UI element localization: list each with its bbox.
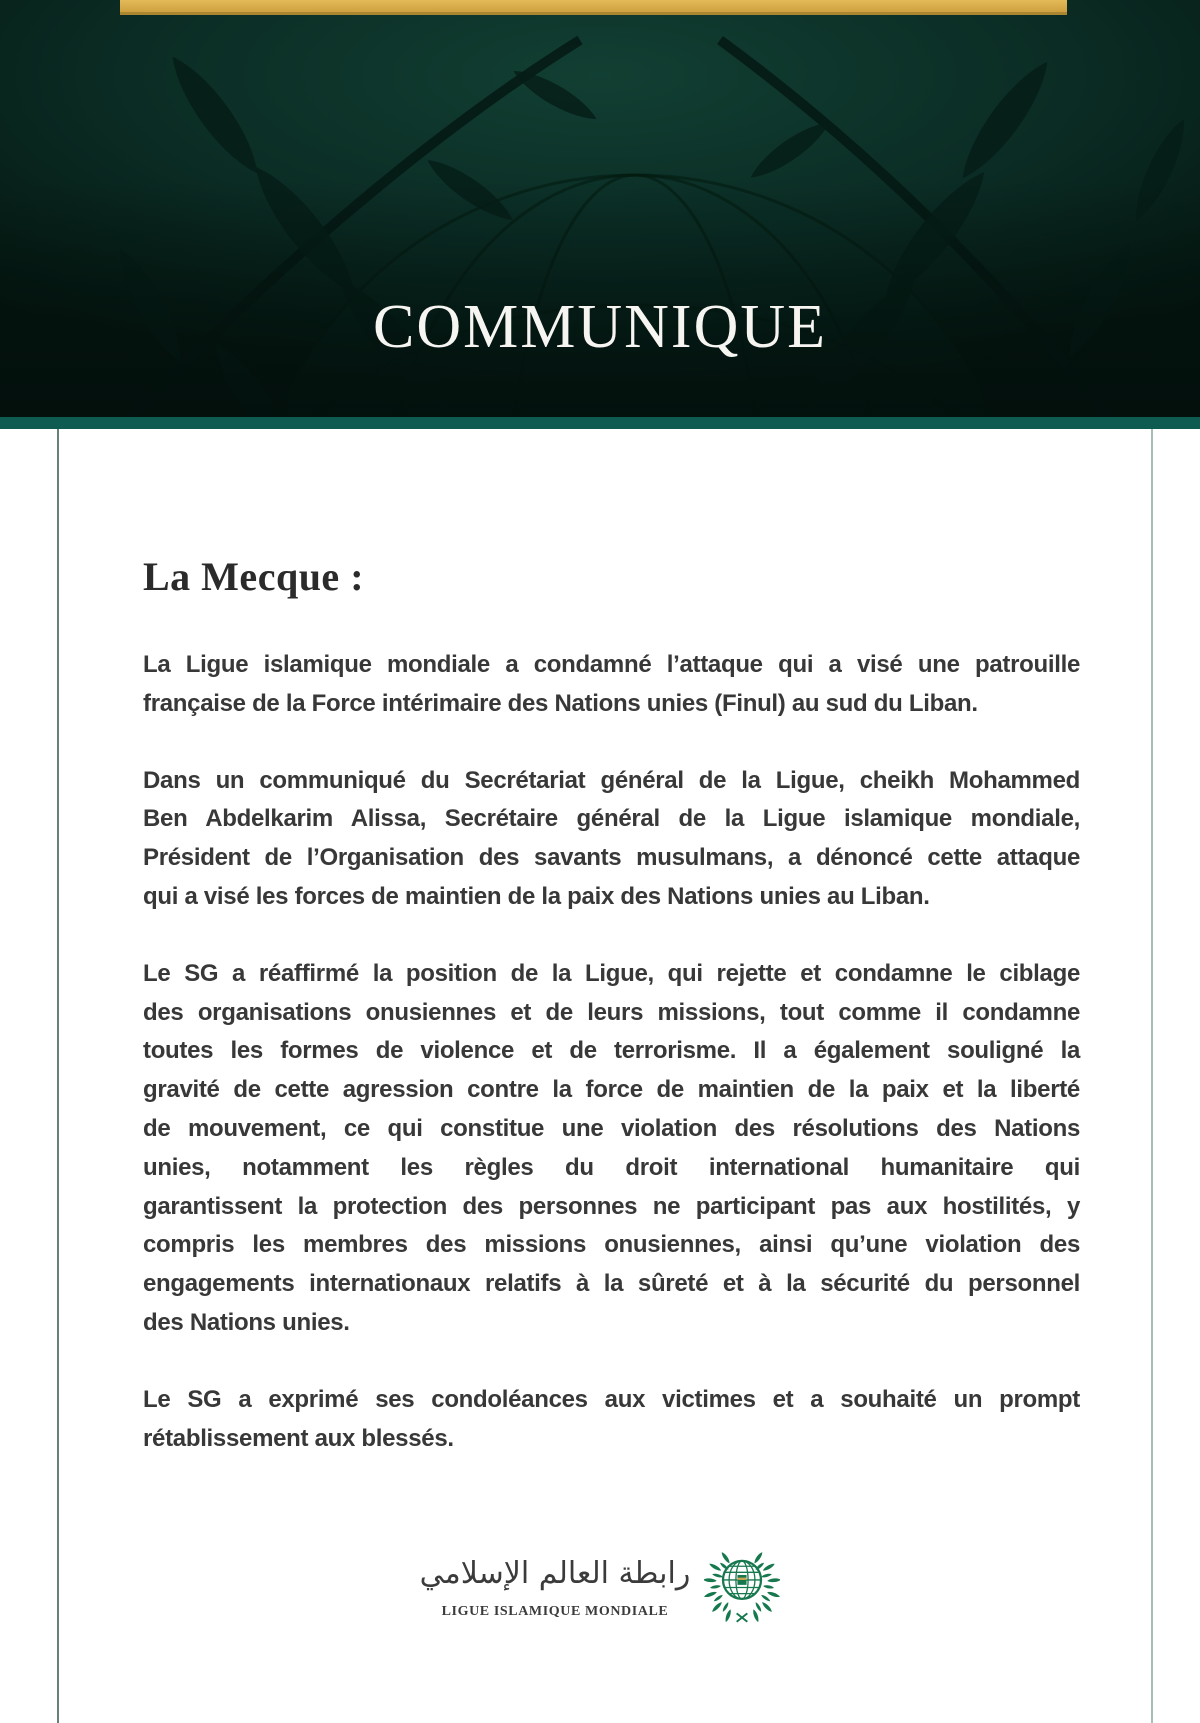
paragraph-line: de mouvement, ce qui constitue une violation des résolutions des Nations xyxy=(143,1114,1080,1142)
right-rule xyxy=(1151,429,1153,1723)
paragraph xyxy=(143,646,1080,724)
paragraph-line: compris les membres des missions onusiennes, ainsi qu’une violation des xyxy=(143,1231,1080,1259)
paragraph xyxy=(143,955,1080,1343)
paragraph-line: unies, notamment les règles du droit international humanitaire qui xyxy=(143,1153,1080,1181)
teal-divider xyxy=(0,417,1200,429)
paragraph-line: Le SG a réaffirmé la position de la Ligue, qui rejette et condamne le ciblage xyxy=(143,959,1080,987)
paragraph-line: des organisations onusiennes et de leurs missions, tout comme il condamne xyxy=(143,998,1080,1026)
paragraph-line: Dans un communiqué du Secrétariat général de la Ligue, cheikh Mohammed xyxy=(143,766,1080,794)
logo-text-group xyxy=(420,1548,691,1620)
logo-arabic-calligraphy: رابطة العالم الإسلامي xyxy=(419,1556,691,1591)
paragraph-line: toutes les formes de violence et de terrorisme. Il a également souligné la xyxy=(143,1037,1080,1065)
paragraph-line: garantissent la protection des personnes ne participant pas aux hostilités, y xyxy=(143,1192,1080,1220)
paragraph-line: engagements internationaux relatifs à la sûreté et à la sécurité du personnel xyxy=(143,1270,1080,1298)
logo-block xyxy=(0,1548,1200,1624)
paragraph-line: gravité de cette agression contre la force de maintien de la paix et la liberté xyxy=(143,1076,1080,1104)
paragraph xyxy=(143,1381,1080,1459)
header-banner xyxy=(0,0,1200,417)
page-title: COMMUNIQUE xyxy=(373,293,827,361)
mwl-emblem-icon xyxy=(704,1548,780,1624)
paragraph-line: des Nations unies. xyxy=(143,1308,350,1336)
dateline-heading: La Mecque : xyxy=(143,554,365,599)
paragraph xyxy=(143,762,1080,917)
paragraph-line: qui a visé les forces de maintien de la paix des Nations unies au Liban. xyxy=(143,882,930,910)
left-rule xyxy=(57,429,59,1723)
gold-bar xyxy=(120,0,1067,15)
paragraphs-container xyxy=(143,646,1080,1496)
paragraph-line: Le SG a exprimé ses condoléances aux victimes et a souhaité un prompt xyxy=(143,1385,1080,1413)
paragraph-line: La Ligue islamique mondiale a condamné l’attaque qui a visé une patrouille xyxy=(143,651,1080,678)
paragraph-line: française de la Force intérimaire des Nations unies (Finul) au sud du Liban. xyxy=(143,689,978,717)
logo-caption: LIGUE ISLAMIQUE MONDIALE xyxy=(441,1604,669,1619)
wreath-stems-icon xyxy=(737,1613,748,1621)
paragraph-line: Président de l’Organisation des savants musulmans, a dénoncé cette attaque xyxy=(143,844,1080,872)
paragraph-line: rétablissement aux blessés. xyxy=(143,1424,454,1452)
paragraph-line: Ben Abdelkarim Alissa, Secrétaire général de la Ligue islamique mondiale, xyxy=(143,805,1080,833)
